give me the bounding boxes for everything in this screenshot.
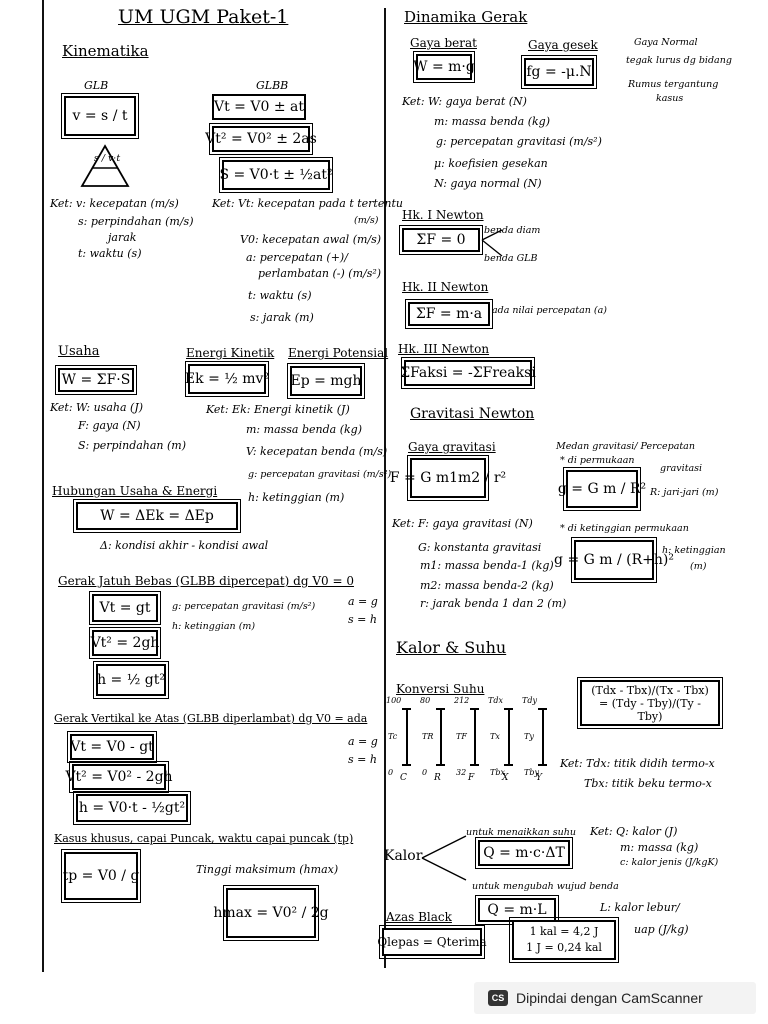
hmax-label: Tinggi maksimum (hmax) [196, 863, 339, 876]
gaya-berat-formula: W = m·g [416, 54, 472, 80]
heading-energi-potensial: Energi Potensial [288, 346, 389, 360]
camscanner-text: Dipindai dengan CamScanner [516, 990, 703, 1006]
heading-gravitasi: Gravitasi Newton [410, 406, 535, 422]
ket-glbb-3: V0: kecepatan awal (m/s) [240, 233, 382, 246]
hubungan-note: Δ: kondisi akhir - kondisi awal [100, 539, 269, 552]
ket-l-2: uap (J/kg) [634, 923, 689, 936]
thermometer-bottom-value: 32 [456, 768, 467, 777]
thermometer-top-value: 212 [454, 696, 470, 705]
hk2-note: ada nilai percepatan (a) [492, 305, 607, 316]
ket-gravitasi-1: Ket: F: gaya gravitasi (N) [392, 517, 533, 530]
heading-gjb: Gerak Jatuh Bebas (GLBB dipercepat) dg V0 = 0 [58, 574, 354, 588]
ketinggian-formula: g = G m / (R+h)² [574, 540, 654, 580]
glbb-formula-2: Vt² = V0² ± 2as [212, 126, 310, 152]
ket-usaha-3: S: perpindahan (m) [78, 439, 187, 452]
thermometer-mid-value: Tx [490, 732, 500, 741]
ket-gravitasi-5: r: jarak benda 1 dan 2 (m) [420, 597, 567, 610]
camscanner-logo-icon: CS [488, 990, 508, 1006]
glb-label: GLB [84, 79, 109, 92]
tp-formula: tp = V0 / g [64, 852, 138, 900]
ubah-wujud-label: untuk mengubah wujud benda [472, 881, 619, 892]
heading-hk3: Hk. III Newton [398, 342, 490, 356]
azas-black-formula: Qlepas = Qterima [382, 928, 482, 956]
kal-conversion-2: 1 J = 0,24 kal [526, 941, 602, 954]
glbb-label: GLBB [256, 79, 289, 92]
heading-energi-kinetik: Energi Kinetik [186, 346, 275, 360]
thermometer-scale [440, 708, 442, 764]
ket-glbb-5: perlambatan (-) (m/s²) [258, 267, 382, 280]
thermometer-scale-label: X [502, 773, 509, 783]
thermometer-top-tick [470, 708, 479, 710]
thermometer-bottom-tick [436, 764, 445, 766]
ket-suhu-2: Tbx: titik beku termo-x [584, 777, 712, 790]
svt-triangle-icon [80, 144, 130, 188]
heading-gva: Gerak Vertikal ke Atas (GLBB diperlambat) dg V0 = ada [54, 712, 368, 725]
hk2-formula: ΣF = m·a [408, 302, 490, 326]
ket-kalor-1: Ket: Q: kalor (J) [590, 825, 678, 838]
thermometer-scale [542, 708, 544, 764]
thermometer-bottom-value: Tby [524, 768, 539, 777]
column-divider [384, 8, 386, 968]
thermometer-scale-label: R [434, 773, 441, 783]
hubungan-formula: W = ΔEk = ΔEp [76, 502, 238, 530]
gaya-gravitasi-label: Gaya gravitasi [408, 440, 496, 454]
ket-gravitasi-3: m1: massa benda-1 (kg) [420, 559, 554, 572]
thermometer-mid-value: TR [422, 732, 434, 741]
thermometer-scale-label: Y [536, 773, 542, 783]
ket-dinamika-5: N: gaya normal (N) [434, 177, 542, 190]
thermometer-bottom-value: Tbx [490, 768, 505, 777]
thermometer-mid-value: Ty [524, 732, 534, 741]
normal-note-4: kasus [656, 93, 684, 104]
ket-usaha-2: F: gaya (N) [78, 419, 141, 432]
ket-glb-1: Ket: v: kecepatan (m/s) [50, 197, 179, 210]
hk1-note-2: benda GLB [484, 253, 538, 264]
ket-energi-4: g: percepatan gravitasi (m/s²) [248, 469, 392, 480]
gaya-gesek-label: Gaya gesek [528, 38, 598, 52]
camscanner-badge [474, 982, 756, 1014]
thermometer-top-value: Tdx [488, 696, 503, 705]
ket-dinamika-1: Ket: W: gaya berat (N) [402, 95, 527, 108]
gaya-gesek-formula: fg = -μ.N [524, 58, 594, 86]
ket-energi-3: V: kecepatan benda (m/s) [246, 445, 388, 458]
heading-kinematika: Kinematika [62, 42, 149, 60]
ket-glb-3: jarak [108, 231, 137, 244]
triangle-text: s / v·t [93, 153, 121, 164]
ket-glbb-2: (m/s) [354, 215, 379, 226]
thermometer-bottom-value: 0 [388, 768, 394, 777]
normal-note-3: Rumus tergantung [628, 79, 719, 90]
medan-label-2: * di permukaan [560, 455, 635, 466]
gva-formula-1: Vt = V0 - gt [70, 734, 154, 760]
thermometer-top-value: 80 [420, 696, 431, 705]
glbb-formula-1: Vt = V0 ± at [212, 94, 306, 120]
thermometer-bottom-tick [470, 764, 479, 766]
thermometer-bottom-tick [402, 764, 411, 766]
ket-kalor-3: c: kalor jenis (J/kgK) [620, 857, 719, 868]
ket-glb-4: t: waktu (s) [78, 247, 142, 260]
gjb-ket-1: g: percepatan gravitasi (m/s²) [172, 601, 316, 612]
thermometer-top-value: Tdy [522, 696, 537, 705]
glb-formula: v = s / t [64, 96, 136, 136]
ket-energi-2: m: massa benda (kg) [246, 423, 362, 436]
gjb-side-1: a = g [348, 595, 378, 608]
q-naik-formula: Q = m·c·ΔT [478, 840, 570, 866]
thermometer-scale [474, 708, 476, 764]
usaha-formula: W = ΣF·S [58, 368, 134, 392]
gjb-side-2: s = h [348, 613, 377, 626]
ket-suhu-1: Ket: Tdx: titik didih termo-x [560, 757, 715, 770]
ket-glbb-1: Ket: Vt: kecepatan pada t tertentu [212, 197, 403, 210]
h-note-2: (m) [690, 561, 707, 572]
ket-glb-2: s: perpindahan (m/s) [78, 215, 194, 228]
h-note-1: h: ketinggian [662, 545, 726, 556]
thermometer-bottom-tick [538, 764, 547, 766]
ket-glbb-6: t: waktu (s) [248, 289, 312, 302]
r-note: R: jari-jari (m) [650, 487, 719, 498]
hmax-formula: hmax = V0² / 2g [226, 888, 316, 938]
energi-potensial-formula: Ep = mgh [290, 366, 362, 396]
ket-l-1: L: kalor lebur/ [600, 901, 680, 914]
thermometer-top-tick [436, 708, 445, 710]
heading-hubungan: Hubungan Usaha & Energi [52, 484, 218, 498]
ket-kalor-2: m: massa (kg) [620, 841, 699, 854]
heading-dinamika: Dinamika Gerak [404, 8, 528, 26]
kal-conversion-1: 1 kal = 4,2 J [529, 925, 599, 938]
ket-energi-1: Ket: Ek: Energi kinetik (J) [206, 403, 350, 416]
gva-formula-2: Vt² = V0² - 2gh [72, 764, 166, 790]
heading-kasus: Kasus khusus, capai Puncak, waktu capai puncak (tp) [54, 832, 354, 845]
ket-glbb-4: a: percepatan (+)/ [246, 251, 348, 264]
medan-label-3: gravitasi [660, 463, 703, 474]
kalor-label: Kalor [384, 848, 423, 864]
thermometer-mid-value: Tc [388, 732, 398, 741]
heading-hk2: Hk. II Newton [402, 280, 489, 294]
naik-suhu-label: untuk menaikkan suhu [466, 827, 576, 838]
gaya-berat-label: Gaya berat [410, 36, 477, 50]
gva-formula-3: h = V0·t - ½gt² [76, 794, 188, 822]
hk1-note-1: benda diam [484, 225, 541, 236]
thermometer-mid-value: TF [456, 732, 467, 741]
thermometer-scale-label: F [468, 773, 475, 783]
page-title: UM UGM Paket-1 [118, 6, 289, 28]
thermometer-top-tick [538, 708, 547, 710]
heading-usaha: Usaha [58, 344, 100, 359]
glbb-formula-3: S = V0·t ± ½at² [222, 160, 330, 190]
q-ubah-formula: Q = m·L [478, 898, 556, 922]
kal-conversion-box [512, 920, 616, 960]
gva-side-2: s = h [348, 753, 377, 766]
gjb-formula-2: Vt² = 2gh [92, 630, 158, 656]
thermometer-bottom-value: 0 [422, 768, 428, 777]
normal-note-2: tegak lurus dg bidang [626, 55, 732, 66]
gjb-formula-3: h = ½ gt² [96, 664, 166, 696]
ket-usaha-1: Ket: W: usaha (J) [50, 401, 144, 414]
medan-formula: g = G m / R² [566, 470, 638, 508]
hk3-formula: ΣFaksi = -ΣFreaksi [404, 360, 532, 386]
ket-gravitasi-2: G: konstanta gravitasi [418, 541, 542, 554]
azas-black-label: Azas Black [386, 910, 452, 924]
gjb-ket-2: h: ketinggian (m) [172, 621, 256, 632]
medan-label-1: Medan gravitasi/ Percepatan [556, 441, 695, 452]
thermometer-top-value: 100 [386, 696, 402, 705]
ket-energi-5: h: ketinggian (m) [248, 491, 345, 504]
thermometer-top-tick [504, 708, 513, 710]
gjb-formula-1: Vt = gt [92, 594, 158, 622]
konversi-label: Konversi Suhu [396, 682, 485, 696]
gva-side-1: a = g [348, 735, 378, 748]
hk1-formula: ΣF = 0 [402, 228, 480, 252]
thermometer-scale [406, 708, 408, 764]
ket-dinamika-2: m: massa benda (kg) [434, 115, 550, 128]
thermometer-top-tick [402, 708, 411, 710]
heading-kalor-suhu: Kalor & Suhu [396, 638, 507, 657]
heading-hk1: Hk. I Newton [402, 208, 484, 222]
thermometer-bottom-tick [504, 764, 513, 766]
ket-dinamika-4: μ: koefisien gesekan [434, 157, 548, 170]
energi-kinetik-formula: Ek = ½ mv² [188, 364, 266, 394]
ketinggian-label: * di ketinggian permukaan [560, 523, 689, 534]
thermometer-scale-label: C [400, 773, 407, 783]
gaya-gravitasi-formula: F = G m1m2 / r² [410, 458, 486, 498]
konversi-formula: (Tdx - Tbx)/(Tx - Tbx) = (Tdy - Tby)/(Ty - Tby) [580, 680, 720, 726]
thermometer-scale [508, 708, 510, 764]
ket-dinamika-3: g: percepatan gravitasi (m/s²) [436, 135, 602, 148]
normal-note-1: Gaya Normal [634, 37, 698, 48]
ket-glbb-7: s: jarak (m) [250, 311, 314, 324]
ket-gravitasi-4: m2: massa benda-2 (kg) [420, 579, 554, 592]
